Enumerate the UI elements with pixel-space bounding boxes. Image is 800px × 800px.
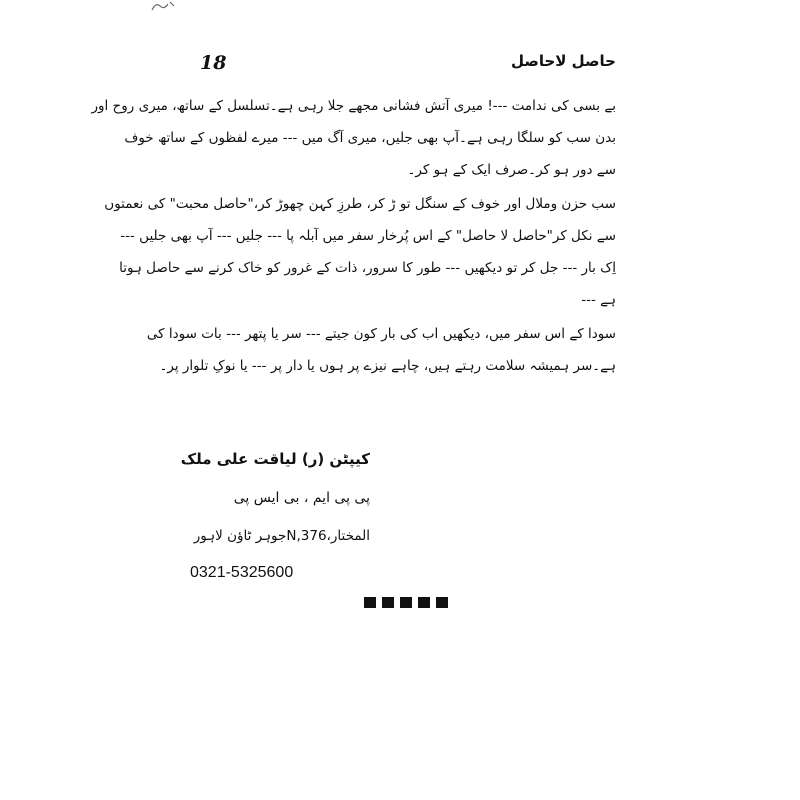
text-line: سے نکل کر"حاصل لا حاصل" کے اس پُرخار سفر میں آبلہ پا --- جلیں --- آپ بھی جلیں ---	[120, 228, 616, 244]
body-text	[91, 90, 616, 382]
author-phone: 0321-5325600	[190, 564, 294, 581]
paragraph	[146, 318, 616, 382]
end-mark-square	[418, 597, 430, 608]
page-header	[200, 52, 616, 82]
author-honours: پی پی ایم ، بی ایس پی	[233, 490, 370, 506]
end-mark-square	[400, 597, 412, 608]
corner-scratch-mark	[150, 0, 180, 12]
text-line: بدن سب کو سلگا رہی ہے۔آپ بھی جلیں، میری آگ میں --- میرے لفظوں کے ساتھ خوف	[124, 130, 616, 146]
end-mark-square	[436, 597, 448, 608]
paragraph	[91, 90, 616, 186]
end-mark-square	[382, 597, 394, 608]
running-title: حاصل لاحاصل	[510, 52, 616, 70]
author-name: کیپٹن (ر) لیاقت علی ملک	[180, 450, 370, 468]
end-marks	[364, 597, 448, 609]
text-line: بے بسی کی ندامت ---! میری آتش فشانی مجھے جلا رہی ہے۔تسلسل کے ساتھ، میری روح اور	[91, 98, 616, 114]
text-line: سے دور ہو کر۔صرف ایک کے ہو کر۔	[407, 162, 616, 178]
text-line: سب حزن وملال اور خوف کے سنگل تو ڑ کر، طرزِ کہن چھوڑ کر،"حاصل محبت" کی نعمتوں	[104, 196, 616, 212]
text-line: ہے ---	[581, 292, 616, 308]
page-number: 18	[200, 52, 227, 74]
text-line: سودا کے اس سفر میں، دیکھیں اب کی بار کون جیتے --- سر یا پتھر --- بات سودا کی	[146, 326, 616, 342]
signature-block	[180, 440, 370, 610]
text-line: ہے۔سر ہمیشہ سلامت رہتے ہیں، چاہے نیزے پر ہوں یا دار پر --- یا نوکِ تلوار پر۔	[159, 358, 616, 374]
paragraph	[104, 188, 616, 316]
author-address: المختار،N,376جوہر ٹاؤن لاہور	[193, 528, 370, 544]
end-mark-square	[364, 597, 376, 608]
text-line: اِک بار --- جل کر تو دیکھیں --- طور کا سرور، ذات کے غرور کو خاک کرنے سے حاصل ہوتا	[119, 260, 616, 276]
